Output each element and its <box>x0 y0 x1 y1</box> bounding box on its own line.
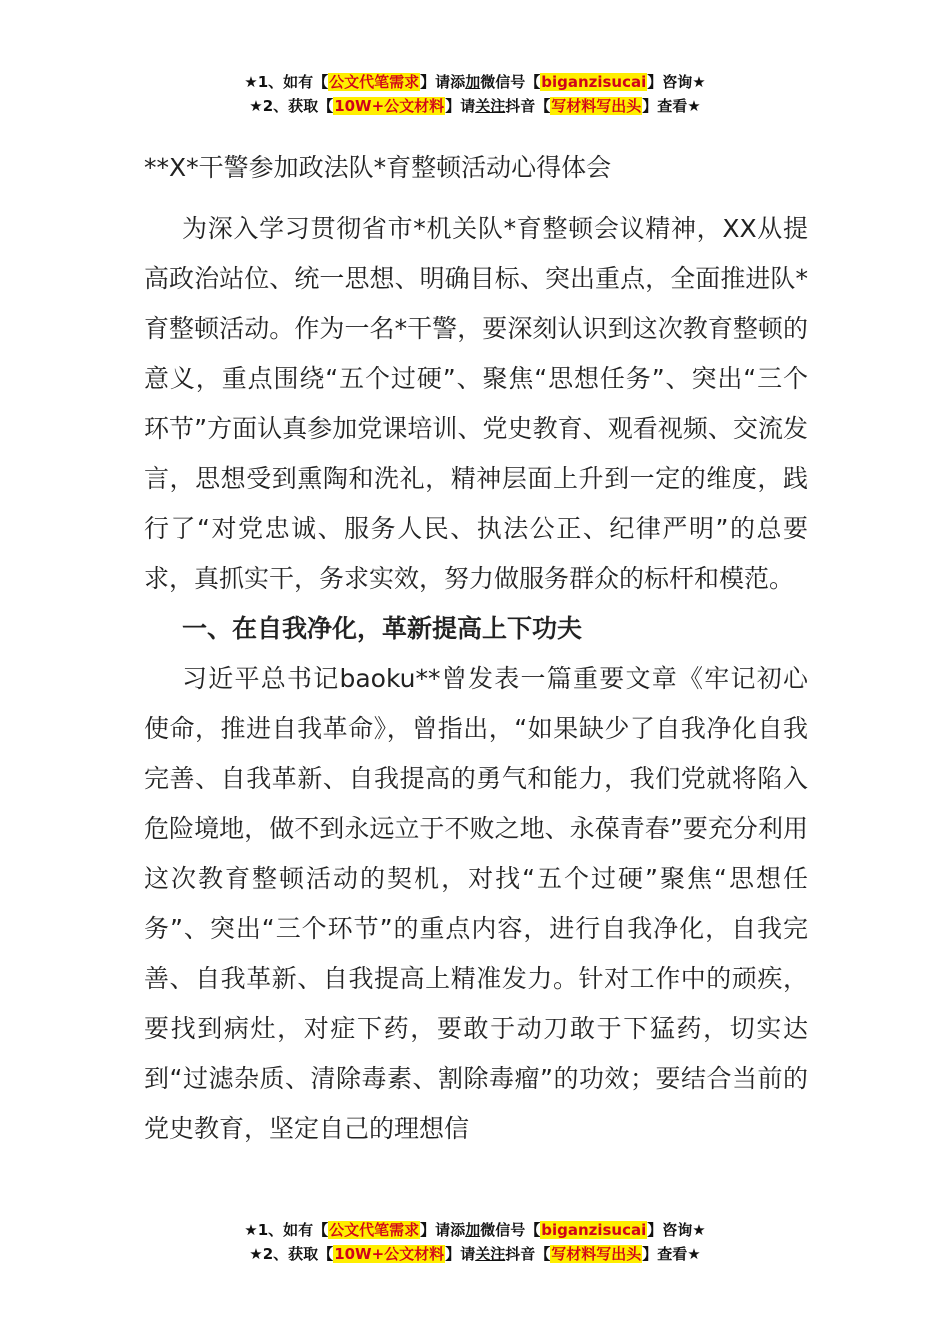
star-icon: ★ <box>244 1221 258 1239</box>
promo-text: 抖音【 <box>505 1245 551 1263</box>
promo-text: 1、如有【 <box>257 73 329 91</box>
promo-text: 微信号【 <box>480 73 541 91</box>
promo-wechat-id: biganzisucai <box>541 1221 647 1239</box>
promo-text: 2、获取【 <box>262 97 334 115</box>
promo-text: 】咨询★ <box>647 1221 706 1239</box>
promo-text: 】请添 <box>420 1221 466 1239</box>
promo-text: 微信号【 <box>480 1221 541 1239</box>
promo-underlined: 关注 <box>475 97 506 115</box>
document-body <box>144 148 808 1154</box>
promo-banner-bottom <box>0 1218 950 1266</box>
promo-line-1 <box>0 70 950 94</box>
promo-highlight: 10W+公文材料 <box>334 1245 445 1263</box>
promo-text: 】查看★ <box>642 97 701 115</box>
paragraph-section-1: 习近平总书记baoku**曾发表一篇重要文章《牢记初心使命，推进自我革命》，曾指出，“如果缺少了自我净化自我完善、自我革新、自我提高的勇气和能力，我们党就将陷入危险境地，做不到永远立于不败之地、永葆青春”要充分利用这次教育整顿活动的契机，对找“五个过硬”聚焦“思想任务”、突出“三个环节”的重点内容，进行自我净化，自我完善、自我革新、自我提高上精准发力。针对工作中的顽疾，要找到病灶，对症下药，要敢于动刀敢于下猛药，切实达到“过滤杂质、清除毒素、割除毒瘤”的功效；要结合当前的党史教育，坚定自己的理想信 <box>144 664 808 1143</box>
promo-line-2 <box>0 1242 950 1266</box>
promo-text: 抖音【 <box>505 97 551 115</box>
promo-highlight: 公文代笔需求 <box>329 1221 420 1239</box>
promo-wechat-id: biganzisucai <box>541 73 647 91</box>
star-icon: ★ <box>244 73 258 91</box>
promo-douyin-account: 写材料写出头 <box>551 97 642 115</box>
section-heading-1: 一、在自我净化，革新提高上下功夫 <box>182 614 583 643</box>
promo-underlined: 加 <box>465 73 481 91</box>
promo-line-1 <box>0 1218 950 1242</box>
promo-highlight: 公文代笔需求 <box>329 73 420 91</box>
promo-text: 】咨询★ <box>647 73 706 91</box>
promo-underlined: 加 <box>465 1221 481 1239</box>
promo-douyin-account: 写材料写出头 <box>551 1245 642 1263</box>
promo-text: 】请添 <box>420 73 466 91</box>
promo-underlined: 关注 <box>475 1245 506 1263</box>
promo-text: 1、如有【 <box>257 1221 329 1239</box>
promo-text: 】请 <box>445 1245 476 1263</box>
promo-highlight: 10W+公文材料 <box>334 97 445 115</box>
promo-banner-top <box>0 70 950 118</box>
paragraph-intro: 为深入学习贯彻省市*机关队*育整顿会议精神，XX从提高政治站位、统一思想、明确目标、突出重点，全面推进队*育整顿活动。作为一名*干警，要深刻认识到这次教育整顿的意义，重点围绕“五个过硬”、聚焦“思想任务”、突出“三个环节”方面认真参加党课培训、党史教育、观看视频、交流发言，思想受到熏陶和洗礼，精神层面上升到一定的维度，践行了“对党忠诚、服务人民、执法公正、纪律严明”的总要求，真抓实干，务求实效，努力做服务群众的标杆和模范。 <box>144 214 808 593</box>
star-icon: ★ <box>249 1245 263 1263</box>
promo-text: 】请 <box>445 97 476 115</box>
promo-line-2 <box>0 94 950 118</box>
promo-text: 】查看★ <box>642 1245 701 1263</box>
document-title: **X*干警参加政法队*育整顿活动心得体会 <box>144 153 612 182</box>
star-icon: ★ <box>249 97 263 115</box>
promo-text: 2、获取【 <box>262 1245 334 1263</box>
